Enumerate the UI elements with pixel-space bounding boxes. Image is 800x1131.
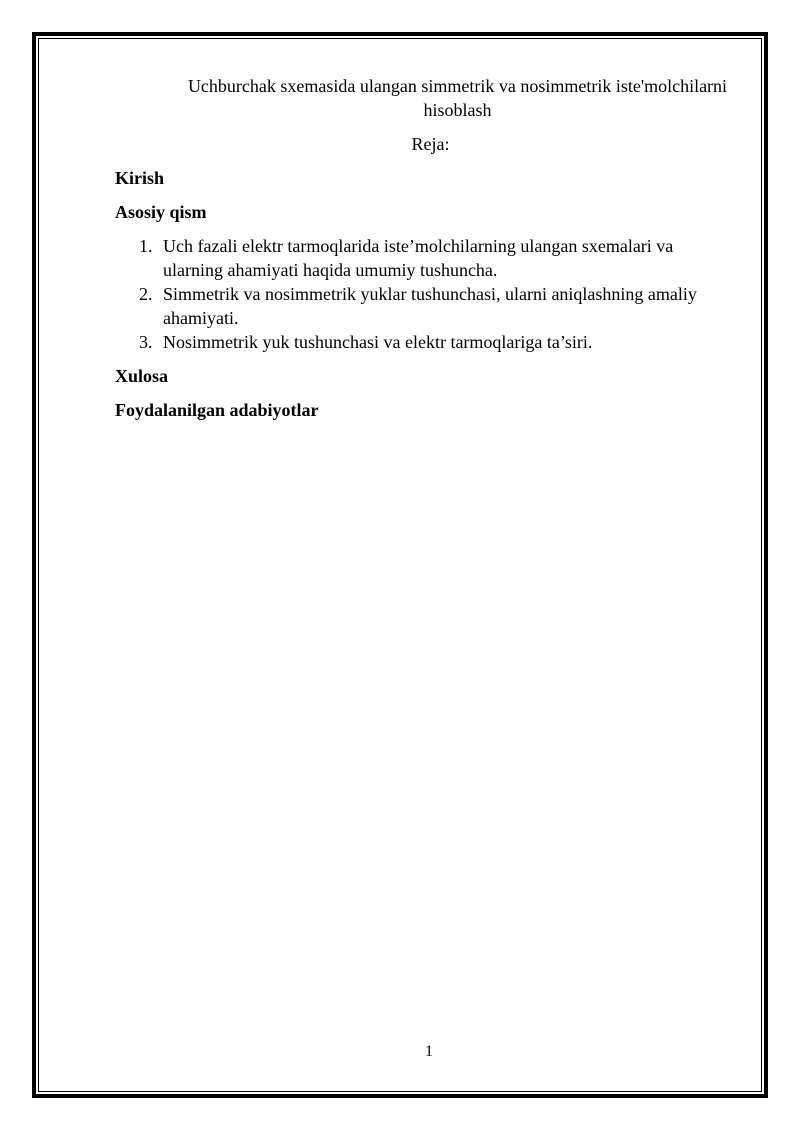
- document-body: [115, 74, 740, 422]
- plan-item-number: 2.: [139, 284, 153, 304]
- section-main-heading: Asosiy qism: [115, 202, 207, 222]
- document-title: Uchburchak sxemasida ulangan simmetrik va nosimmetrik iste'molchilarni hisoblash: [187, 76, 728, 120]
- plan-item-number: 1.: [139, 236, 153, 256]
- plan-item-text: Nosimmetrik yuk tushunchasi va elektr tarmoqlariga ta’siri.: [163, 332, 593, 352]
- plan-item-text: Uch fazali elektr tarmoqlarida iste’molchilarning ulangan sxemalari va ularning ahamiyati haqida umumiy tushuncha.: [163, 236, 674, 280]
- plan-list-item: [115, 330, 740, 354]
- plan-list: [115, 234, 740, 354]
- section-conclusion-heading: Xulosa: [115, 366, 169, 386]
- plan-list-item: [115, 234, 740, 282]
- plan-item-text: Simmetrik va nosimmetrik yuklar tushunchasi, ularni aniqlashning amaliy ahamiyati.: [163, 284, 697, 328]
- page-number: 1: [425, 1043, 433, 1060]
- section-references-heading: Foydalanilgan adabiyotlar: [115, 400, 319, 420]
- section-intro-heading: Kirish: [115, 168, 165, 188]
- plan-list-item: [115, 282, 740, 330]
- plan-item-number: 3.: [139, 332, 153, 352]
- plan-label: Reja:: [411, 134, 450, 154]
